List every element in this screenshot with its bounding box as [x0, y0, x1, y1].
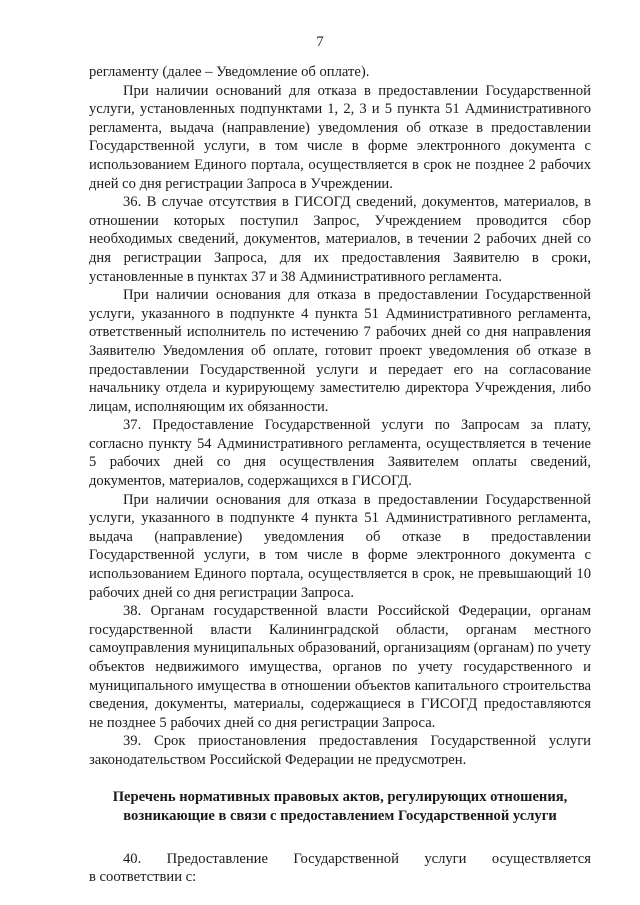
paragraph-item-40: [89, 850, 591, 887]
paragraph-refusal-draft: При наличии основания для отказа в предоставлении Государственной услуги, указанного в подпункте 4 пункта 51 Административного регламента, ответственный исполнитель по истечению 7 рабочих дней со дня направления Заявителю Уведомления об оплате, готовит проект уведомления об отказе в предоставлении Государственной услуги и передает его на согласование начальнику отдела и курирующему заместителю директора Учреждения, либо лицам, исполняющим их обязанности.: [89, 287, 591, 415]
section-heading: [89, 788, 591, 826]
paragraph-item-37: 37. Предоставление Государственной услуги по Запросам за плату, согласно пункту 54 Административного регламента, осуществляется в течение 5 рабочих дней со дня осуществления Заявителем оплаты сведений, документов, материалов, содержащихся в ГИСОГД.: [89, 417, 591, 490]
item-40-line-2: в соответствии с:: [89, 869, 197, 886]
page-number: 7: [316, 34, 324, 50]
paragraph-item-36: 36. В случае отсутствия в ГИСОГД сведений, документов, материалов, в отношении которых поступил Запрос, Учреждением проводится сбор необходимых сведений, документов, материалов, в течении 2 рабочих дней со дня регистрации Запроса, для их предоставления Заявителю в сроки, установленные в пунктах 37 и 38 Административного регламента.: [89, 194, 591, 285]
paragraph-item-39: 39. Срок приостановления предоставления Государственной услуги законодательством Российской Федерации не предусмотрен.: [89, 733, 591, 768]
document-body: [89, 63, 591, 887]
paragraph-refusal-notice: При наличии оснований для отказа в предоставлении Государственной услуги, установленных подпунктами 1, 2, 3 и 5 пункта 51 Административного регламента, выдача (направление) уведомления об отказе в предоставлении Государственной услуги, в том числе в форме электронного документа с использованием Единого портала, осуществляется в срок не позднее 2 рабочих дней со дня регистрации Запроса в Учреждении.: [89, 82, 591, 192]
item-40-line-1: 40. Предоставление Государственной услуги осуществляется: [123, 850, 591, 867]
paragraph-continuation: регламенту (далее – Уведомление об оплате).: [89, 64, 370, 80]
section-heading-line-1: Перечень нормативных правовых актов, регулирующих отношения,: [112, 788, 568, 805]
paragraph-item-38: 38. Органам государственной власти Российской Федерации, органам государственной власти Калининградской области, органам местного самоуправления муниципальных образований, организациям (органам) по учету объектов недвижимого имущества, органов по учету государственного и муниципального имущества в отношении объектов капитального строительства сведения, документы, материалы, содержащиеся в ГИСОГД предоставляются не позднее 5 рабочих дней со дня регистрации Запроса.: [89, 603, 591, 731]
section-heading-line-2: возникающие в связи с предоставлением Государственной услуги: [123, 807, 557, 824]
paragraph-refusal-delivery: При наличии основания для отказа в предоставлении Государственной услуги, указанного в подпункте 4 пункта 51 Административного регламента, выдача (направление) уведомления об отказе в предоставлении Государственной услуги, в том числе в форме электронного документа с использованием Единого портала, осуществляется в срок, не превышающий 10 рабочих дней со дня регистрации Запроса.: [89, 491, 591, 601]
